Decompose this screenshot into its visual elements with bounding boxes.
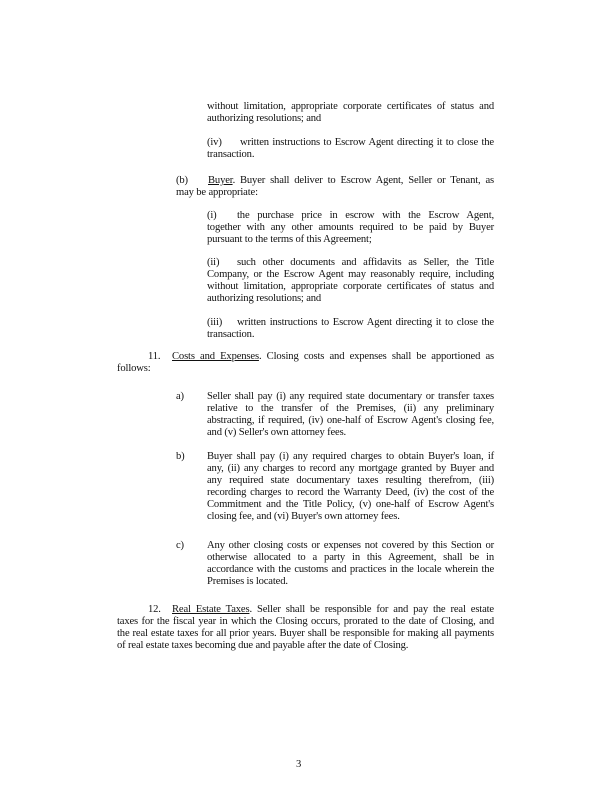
text-line: any, (ii) any charges to record any mortgage granted by Buyer and <box>207 463 494 474</box>
line-text: . Seller shall be responsible for and pay the real estate <box>249 604 494 615</box>
text-line <box>207 210 494 222</box>
text-line <box>207 101 494 113</box>
text-line <box>207 391 494 403</box>
paragraph-label: (iii) <box>207 317 223 328</box>
section-heading: Buyer <box>208 175 233 186</box>
text-line <box>207 540 494 552</box>
text-line <box>117 604 494 616</box>
paragraph-label: (iv) <box>207 137 222 148</box>
paragraph-section-12 <box>117 604 494 652</box>
text-line: closing fee, and (vi) Buyer's own attorney fees. <box>207 511 400 522</box>
paragraph-seller-iv <box>207 137 494 161</box>
text-line <box>207 257 494 269</box>
paragraph-label: 11. <box>148 351 161 362</box>
line-text: Any other closing costs or expenses not covered by this Section or <box>207 540 494 551</box>
text-line: transaction. <box>207 149 255 160</box>
text-line: any required state documentary taxes resulting therefrom, (iii) <box>207 475 494 486</box>
line-text: Buyer shall pay (i) any required charges to obtain Buyer's loan, if <box>207 451 494 462</box>
paragraph-label: (ii) <box>207 257 220 268</box>
paragraph-label: a) <box>176 391 184 402</box>
paragraph-section-11-a <box>176 391 494 439</box>
text-line: Commitment and the Title Policy, (v) one-half of Escrow Agent's <box>207 499 494 510</box>
text-line: may be appropriate: <box>176 187 258 198</box>
text-line <box>207 451 494 463</box>
text-line: of real estate taxes becoming due and payable after the date of Closing. <box>117 640 409 651</box>
text-line: follows: <box>117 363 151 374</box>
paragraph-buyer-ii <box>207 257 494 305</box>
text-line: abstracting, if required, (iv) one-half of Escrow Agent's closing fee, <box>207 415 494 426</box>
line-text: . Buyer shall deliver to Escrow Agent, Seller or Tenant, as <box>232 175 494 186</box>
paragraph-buyer-b <box>176 175 494 199</box>
paragraph-seller-iii-cont <box>207 101 494 125</box>
paragraph-label: c) <box>176 540 184 551</box>
paragraph-section-11-c <box>176 540 494 588</box>
text-line <box>176 175 494 187</box>
text-line: Company, or the Escrow Agent may reasonably require, including <box>207 269 494 280</box>
text-line: taxes for the fiscal year in which the Closing occurs, prorated to the date of Closing, and <box>117 616 494 627</box>
text-line: transaction. <box>207 329 255 340</box>
text-line <box>117 351 494 363</box>
paragraph-section-11-b <box>176 451 494 523</box>
paragraph-label: 12. <box>148 604 161 615</box>
text-line: authorizing resolutions; and <box>207 293 322 304</box>
text-line: the real estate taxes for all prior years. Buyer shall be responsible for making all payments <box>117 628 494 639</box>
text-line: together with any other amounts required to be paid by Buyer <box>207 222 494 233</box>
section-heading: Real Estate Taxes <box>172 604 250 615</box>
paragraph-buyer-iii <box>207 317 494 341</box>
paragraph-buyer-i <box>207 210 494 246</box>
text-line: authorizing resolutions; and <box>207 113 322 124</box>
text-line: otherwise allocated to a party in this Agreement, shall be in <box>207 552 494 563</box>
paragraph-label: b) <box>176 451 185 462</box>
line-text: the purchase price in escrow with the Escrow Agent, <box>237 210 494 221</box>
line-text: without limitation, appropriate corporate certificates of status and <box>207 101 494 112</box>
line-text: Seller shall pay (i) any required state documentary or transfer taxes <box>207 391 494 402</box>
paragraph-label: (i) <box>207 210 217 221</box>
text-line: relative to the transfer of the Premises, (ii) any preliminary <box>207 403 494 414</box>
paragraph-label: (b) <box>176 175 188 186</box>
page-number: 3 <box>296 759 302 770</box>
line-text: written instructions to Escrow Agent directing it to close the <box>240 137 494 148</box>
paragraph-section-11 <box>117 351 494 375</box>
text-line: and (v) Seller's own attorney fees. <box>207 427 347 438</box>
text-line: recording charges to record the Warranty Deed, (iv) the cost of the <box>207 487 494 498</box>
text-line <box>207 137 494 149</box>
line-text: such other documents and affidavits as Seller, the Title <box>237 257 494 268</box>
line-text: written instructions to Escrow Agent directing it to close the <box>237 317 494 328</box>
section-heading: Costs and Expenses <box>172 351 259 362</box>
text-line: without limitation, appropriate corporate certificates of status and <box>207 281 494 292</box>
line-text: . Closing costs and expenses shall be apportioned as <box>258 351 494 362</box>
text-line: pursuant to the terms of this Agreement; <box>207 234 372 245</box>
text-line: accordance with the customs and practices in the locale wherein the <box>207 564 494 575</box>
text-line <box>207 317 494 329</box>
text-line: Premises is located. <box>207 576 288 587</box>
